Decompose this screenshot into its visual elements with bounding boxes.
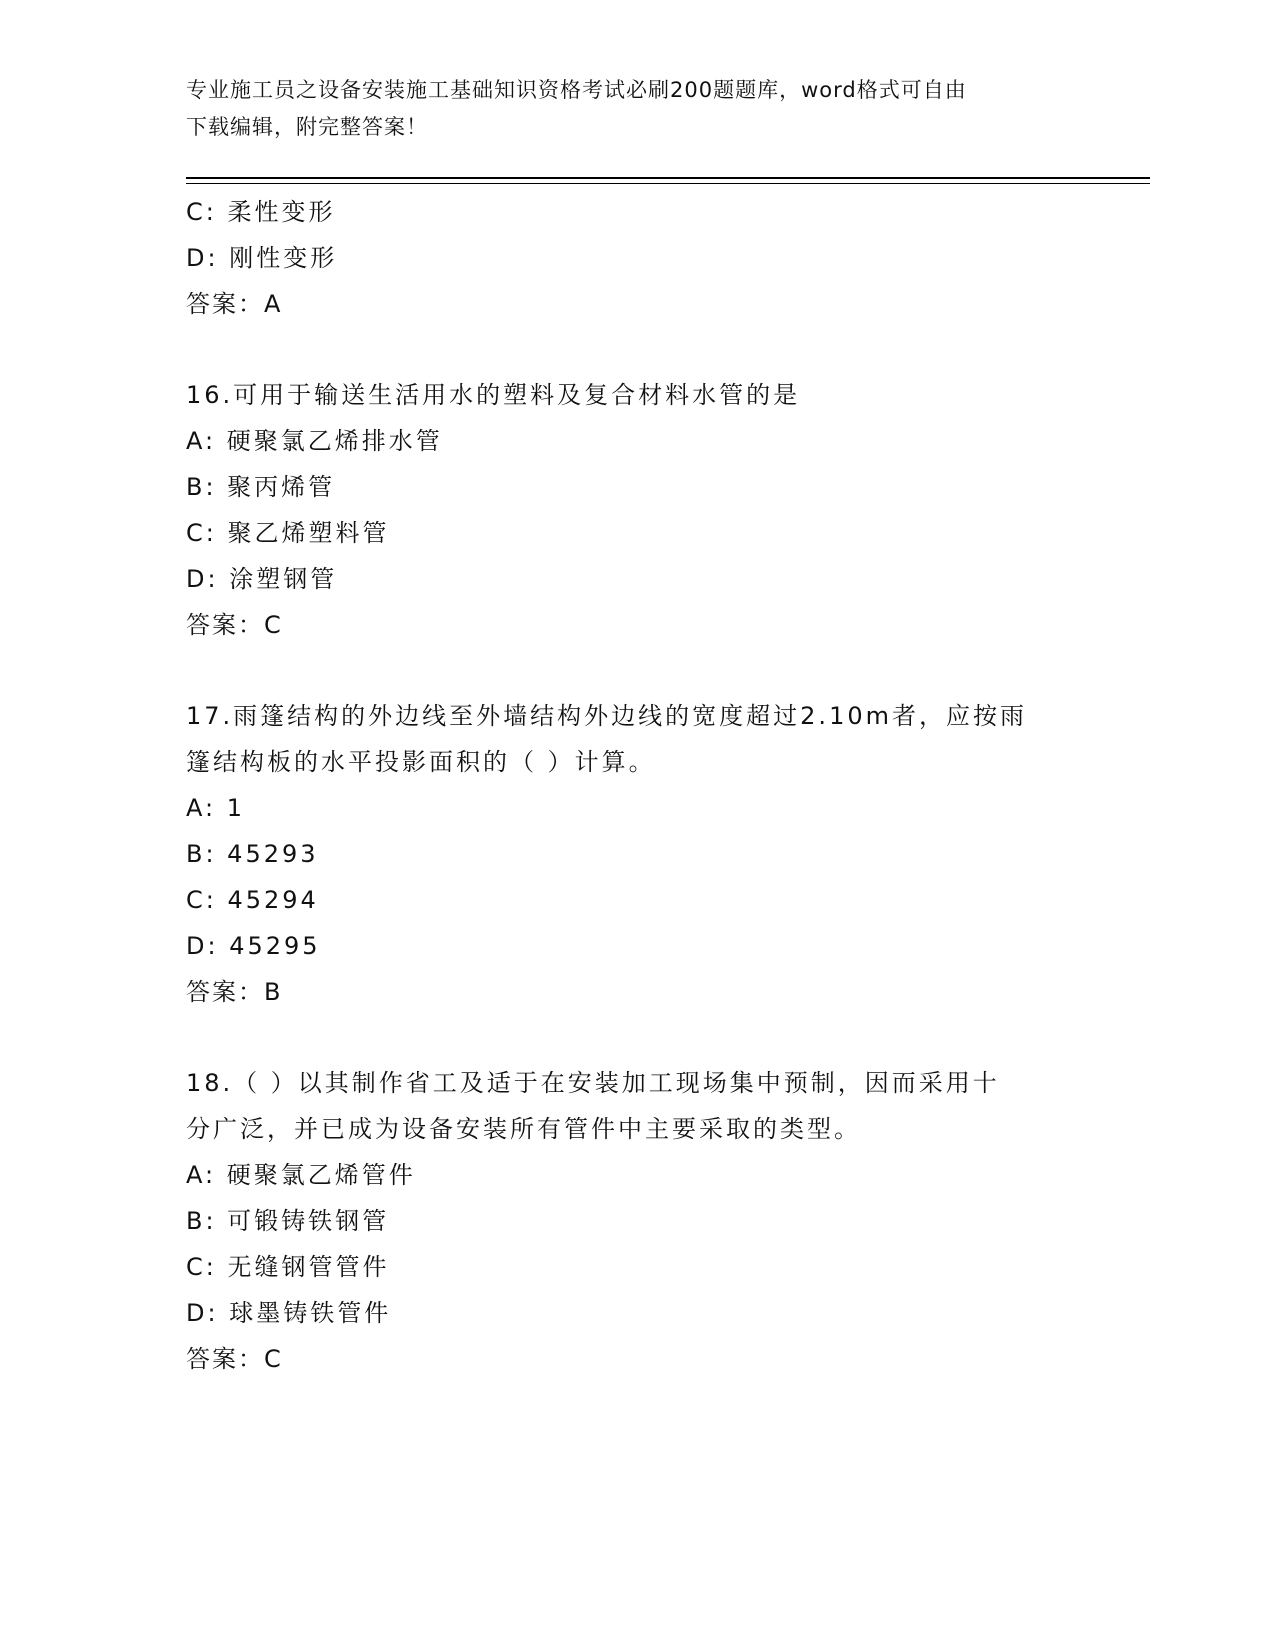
option-d: D: 45295 [186, 932, 321, 960]
option-c: C: 柔性变形 [186, 198, 336, 226]
option-b: B: 聚丙烯管 [186, 473, 336, 501]
answer-line: 答案：B [186, 978, 283, 1006]
header-divider-thin [186, 183, 1150, 184]
option-c: C: 聚乙烯塑料管 [186, 519, 390, 547]
answer-line: 答案：A [186, 290, 283, 318]
question-text-line-1: 18.（ ）以其制作省工及适于在安装加工现场集中预制，因而采用十 [186, 1069, 1000, 1097]
header-line-1: 专业施工员之设备安装施工基础知识资格考试必刷200题题库，word格式可自由 [186, 78, 967, 102]
header-divider-thick [186, 177, 1150, 179]
question-list [186, 189, 1086, 1382]
block-spacer [186, 648, 1086, 693]
question-text-line-1: 17.雨篷结构的外边线至外墙结构外边线的宽度超过2.10m者，应按雨 [186, 702, 1027, 730]
question-block-17 [186, 693, 1086, 1015]
option-b: B: 可锻铸铁钢管 [186, 1207, 390, 1235]
question-text-line-2: 篷结构板的水平投影面积的（ ）计算。 [186, 748, 656, 776]
document-header [186, 72, 1086, 146]
question-block-16 [186, 372, 1086, 648]
question-text-line-2: 分广泛，并已成为设备安装所有管件中主要采取的类型。 [186, 1115, 861, 1143]
option-b: B: 45293 [186, 840, 319, 868]
option-c: C: 无缝钢管管件 [186, 1253, 390, 1281]
answer-line: 答案：C [186, 611, 283, 639]
option-d: D: 刚性变形 [186, 244, 338, 272]
question-block-18 [186, 1060, 1086, 1382]
question-block-15 [186, 189, 1086, 327]
option-a: A: 1 [186, 794, 245, 822]
block-spacer [186, 1015, 1086, 1060]
option-d: D: 涂塑钢管 [186, 565, 338, 593]
answer-line: 答案：C [186, 1345, 283, 1373]
question-text: 16.可用于输送生活用水的塑料及复合材料水管的是 [186, 381, 801, 409]
option-c: C: 45294 [186, 886, 319, 914]
option-d: D: 球墨铸铁管件 [186, 1299, 392, 1327]
option-a: A: 硬聚氯乙烯管件 [186, 1161, 416, 1189]
block-spacer [186, 327, 1086, 372]
option-a: A: 硬聚氯乙烯排水管 [186, 427, 443, 455]
header-line-2: 下载编辑，附完整答案！ [186, 115, 428, 139]
